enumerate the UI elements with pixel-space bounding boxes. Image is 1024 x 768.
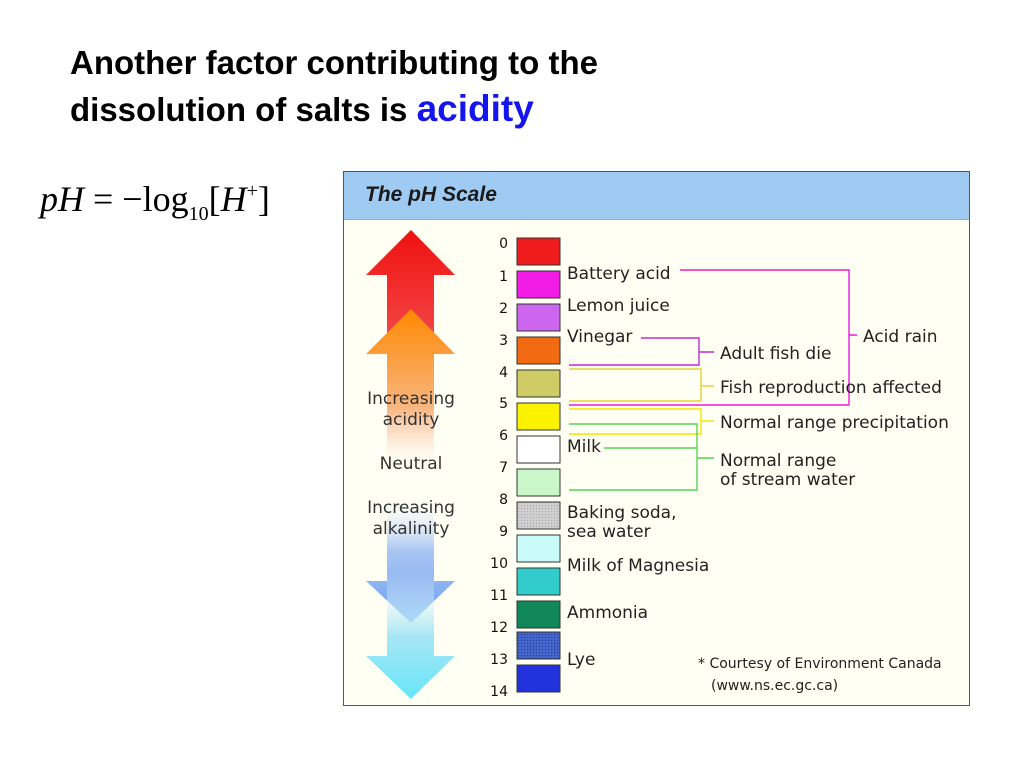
ph-formula: [40, 178, 270, 225]
credit-line-2: (www.ns.ec.gc.ca): [711, 678, 839, 694]
label-ammonia: Ammonia: [567, 603, 649, 623]
swatch-ph-5: [517, 403, 560, 430]
label-stream-water-1: Normal range: [720, 451, 837, 471]
precipitation-connector: [569, 409, 714, 434]
swatch-ph-6: [517, 436, 560, 463]
ph-swatches: [517, 238, 560, 692]
swatch-ph-1: [517, 271, 560, 298]
formula-charge: +: [246, 180, 258, 202]
label-normal-precipitation: Normal range precipitation: [720, 413, 949, 433]
formula-lhs: pH: [40, 179, 84, 219]
label-milk-of-magnesia: Milk of Magnesia: [567, 556, 710, 576]
acidity-label-line-1: Increasing: [367, 389, 455, 409]
label-battery-acid: Battery acid: [567, 264, 671, 284]
title-line-1: Another factor contributing to the: [70, 44, 598, 81]
ph-number-2: 2: [499, 301, 508, 317]
acidity-label-line-2: acidity: [382, 410, 440, 430]
ph-number-0: 0: [499, 236, 508, 252]
substance-labels: [567, 264, 709, 670]
ph-number-7: 7: [499, 460, 508, 476]
ph-number-6: 6: [499, 428, 508, 444]
arrow-labels: [367, 389, 455, 539]
formula-bracket-close: ]: [257, 179, 270, 219]
swatch-ph-0: [517, 238, 560, 265]
label-milk: Milk: [567, 437, 601, 457]
label-stream-water-2: of stream water: [720, 470, 856, 490]
ph-number-1: 1: [499, 269, 508, 285]
swatch-ph-8: [517, 502, 560, 529]
label-lemon-juice: Lemon juice: [567, 296, 670, 316]
formula-log-base: 10: [188, 203, 209, 225]
formula-equals-log: = −log: [84, 179, 189, 219]
ph-number-11: 11: [490, 588, 508, 604]
swatch-ph-2: [517, 304, 560, 331]
fish-repro-connector: [569, 369, 714, 401]
swatch-ph-13: [517, 665, 560, 692]
ph-number-12: 12: [490, 620, 508, 636]
title-line-2: dissolution of salts is: [70, 91, 408, 128]
ph-numbers: [490, 236, 508, 700]
label-vinegar: Vinegar: [567, 327, 633, 347]
swatch-ph-11: [517, 601, 560, 628]
ph-scale-graphic: [344, 172, 970, 706]
swatch-ph-12: [517, 632, 560, 659]
ph-number-5: 5: [499, 396, 508, 412]
alkalinity-label-line-1: Increasing: [367, 498, 455, 518]
swatch-ph-9: [517, 535, 560, 562]
swatch-ph-10: [517, 568, 560, 595]
label-acid-rain: Acid rain: [863, 327, 938, 347]
credit-line-1: * Courtesy of Environment Canada: [698, 656, 942, 672]
neutral-label: Neutral: [379, 454, 443, 474]
ph-number-4: 4: [499, 365, 508, 381]
label-lye: Lye: [567, 650, 596, 670]
label-fish-reproduction: Fish reproduction affected: [720, 378, 942, 398]
slide-title: [70, 40, 598, 133]
swatch-ph-4: [517, 370, 560, 397]
ph-number-14: 14: [490, 684, 508, 700]
ph-scale-figure: [343, 171, 970, 706]
swatch-ph-7: [517, 469, 560, 496]
label-adult-fish-die: Adult fish die: [720, 344, 832, 364]
ph-number-3: 3: [499, 333, 508, 349]
swatch-ph-3: [517, 337, 560, 364]
ph-number-9: 9: [499, 524, 508, 540]
alkalinity-label-line-2: alkalinity: [372, 519, 450, 539]
label-baking-soda-1: Baking soda,: [567, 503, 677, 523]
ph-number-10: 10: [490, 556, 508, 572]
effect-labels: [720, 327, 949, 490]
title-accent-word: acidity: [416, 88, 534, 129]
formula-bracket-open: [: [208, 179, 221, 219]
credit: [698, 656, 942, 694]
label-baking-soda-2: sea water: [567, 522, 651, 542]
ph-number-13: 13: [490, 652, 508, 668]
figure-title: The pH Scale: [365, 183, 497, 206]
ph-number-8: 8: [499, 492, 508, 508]
formula-ion: H: [220, 179, 247, 219]
